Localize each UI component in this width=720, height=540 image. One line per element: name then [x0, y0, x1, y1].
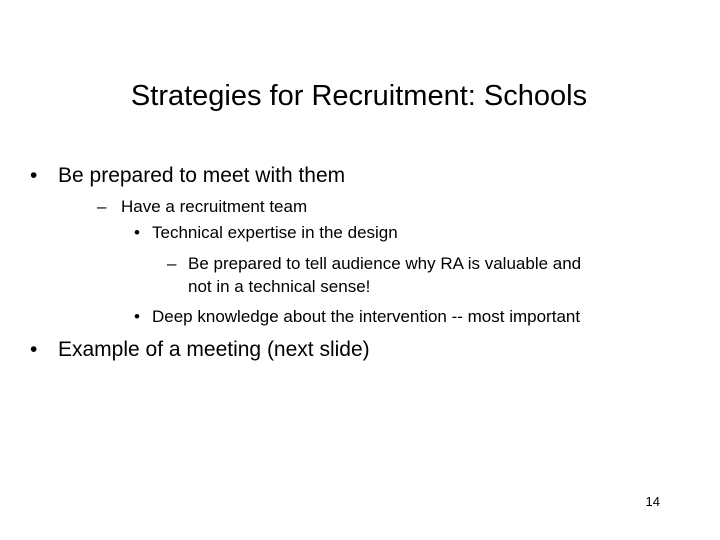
bullet-item-level1: Be prepared to meet with them [58, 164, 346, 187]
bullet-glyph: • [134, 307, 140, 326]
bullet-item-level4: Be prepared to tell audience why RA is valuable and [188, 254, 582, 273]
dash-glyph: – [97, 197, 107, 216]
bullet-item-level3: Technical expertise in the design [152, 223, 398, 242]
bullet-item-level1: Example of a meeting (next slide) [58, 338, 370, 361]
page-number: 14 [645, 494, 660, 509]
bullet-item-level3: Deep knowledge about the intervention -- most important [152, 307, 581, 326]
bullet-glyph: • [134, 223, 140, 242]
slide-title: Strategies for Recruitment: Schools [130, 80, 588, 112]
bullet-item-level2: Have a recruitment team [121, 197, 308, 216]
bullet-glyph: • [30, 338, 38, 361]
bullet-glyph: • [30, 164, 38, 187]
dash-glyph: – [167, 254, 177, 273]
bullet-item-level4-continuation: not in a technical sense! [188, 277, 371, 296]
